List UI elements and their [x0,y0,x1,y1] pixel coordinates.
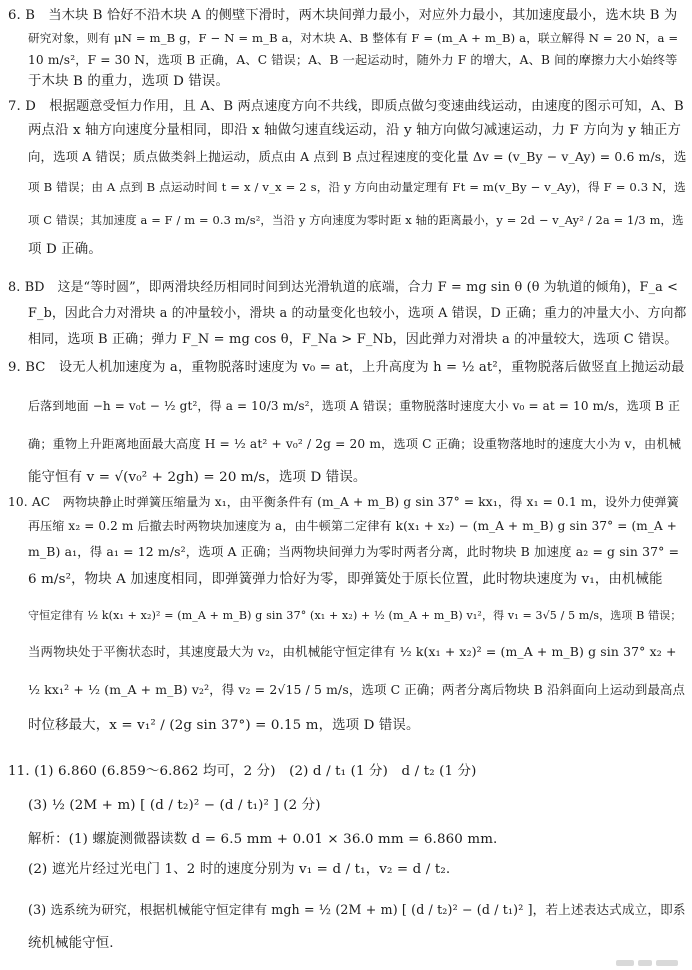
text-line: 后落到地面 −h = v₀t − ½ gt²，得 a = 10/3 m/s²，选项 A 错误；重物脱落时速度大小 v₀ = at = 10 m/s，选项 B 正 [28,399,681,413]
text-line: 研究对象，则有 μN = m_B g，F − N = m_B a，对木块 A、B 整体有 F = (m_A + m_B) a，联立解得 N = 20 N，a = [28,31,679,45]
text-line: ½ kx₁² + ½ (m_A + m_B) v₂²，得 v₂ = 2√15 / 5 m/s，选项 C 正确；两者分离后物块 B 沿斜面向上运动到最高点 [28,682,686,697]
text-line: (3) ½ (2M + m) [ (d / t₂)² − (d / t₁)² ] (2 分) [28,798,321,813]
text-line: (3) 选系统为研究，根据机械能守恒定律有 mgh = ½ (2M + m) [ (d / t₂)² − (d / t₁)² ]，若上述表达式成立，即系 [28,902,686,917]
text-line: 10 m/s²，F = 30 N，选项 B 正确，A、C 错误；A、B 一起运动时，随外力 F 的增大，A、B 间的摩擦力大小始终等 [28,53,678,67]
text-line: 项 D 正确。 [28,242,102,257]
text-line: 向，选项 A 错误；质点做类斜上抛运动，质点由 A 点到 B 点过程速度的变化量 Δv = (v_By − v_Ay) = 0.6 m/s，选 [28,149,687,164]
text-line: 6 m/s²，物块 A 加速度相同，即弹簧弹力恰好为零，即弹簧处于原长位置，此时物块速度为 v₁，由机械能 [28,572,663,587]
text-line: 两点沿 x 轴方向速度分量相同，即沿 x 轴做匀速直线运动，沿 y 轴方向做匀减速运动，力 F 方向为 y 轴正方 [28,123,682,138]
text-line: 守恒定律有 ½ k(x₁ + x₂)² = (m_A + m_B) g sin 37° (x₁ + x₂) + ½ (m_A + m_B) v₁²，得 v₁ = 3√5 / 5 m/s，选项 B 错误； [28,609,682,622]
text-line: 于木块 B 的重力，选项 D 错误。 [28,74,229,89]
text-line: 7. D 根据题意受恒力作用，且 A、B 两点速度方向不共线，即质点做匀变速曲线运动，由速度的图示可知，A、B [8,99,684,114]
text-line: 10. AC 两物块静止时弹簧压缩量为 x₁，由平衡条件有 (m_A + m_B) g sin 37° = kx₁，得 x₁ = 0.1 m，设外力使弹簧 [8,495,679,509]
text-line: 项 C 错误；其加速度 a = F / m = 0.3 m/s²，当沿 y 方向速度为零时距 x 轴的距离最小，y = 2d − v_Ay² / 2a = 1/3 m，选 [28,213,684,227]
text-line: 项 B 错误；由 A 点到 B 点运动时间 t = x / v_x = 2 s，沿 y 方向由动量定理有 Ft = m(v_By − v_Ay)，得 F = 0.3 N，选 [28,180,686,194]
text-line: 11. (1) 6.860 (6.859～6.862 均可，2 分) (2) d / t₁ (1 分) d / t₂ (1 分) [8,764,477,779]
text-line: 8. BD 这是“等时圆”，即两滑块经历相同时间到达光滑轨道的底端，合力 F = mg sin θ (θ 为轨道的倾角)，F_a < [8,280,679,295]
text-line: 统机械能守恒. [28,936,114,951]
text-line: (2) 遮光片经过光电门 1、2 时的速度分别为 v₁ = d / t₁，v₂ = d / t₂. [28,862,451,877]
text-line: 能守恒有 v = √(v₀² + 2gh) = 20 m/s，选项 D 错误。 [28,470,367,485]
text-line: 当两物块处于平衡状态时，其速度最大为 v₂，由机械能守恒定律有 ½ k(x₁ + x₂)² = (m_A + m_B) g sin 37° x₂ + [28,644,677,659]
text-line: F_b，因此合力对滑块 a 的冲量较小，滑块 a 的动量变化也较小，选项 A 错误，D 正确；重力的冲量大小、方向都 [28,306,687,321]
text-line: 解析：(1) 螺旋测微器读数 d = 6.5 mm + 0.01 × 36.0 mm = 6.860 mm. [28,832,498,847]
text-line: 9. BC 设无人机加速度为 a，重物脱落时速度为 v₀ = at，上升高度为 h = ½ at²，重物脱落后做竖直上抛运动最 [8,360,685,375]
text-line: 6. B 当木块 B 恰好不沿木块 A 的侧壁下滑时，两木块间弹力最小，对应外力最小，其加速度最小，选木块 B 为 [8,8,678,23]
text-line: 再压缩 x₂ = 0.2 m 后撤去时两物块加速度为 a，由牛顿第二定律有 k(x₁ + x₂) − (m_A + m_B) g sin 37° = (m_A + [28,519,677,533]
text-line: 确；重物上升距离地面最大高度 H = ½ at² + v₀² / 2g = 20 m，选项 C 正确；设重物落地时的速度大小为 v，由机械 [28,437,682,451]
text-line: 时位移最大，x = v₁² / (2g sin 37°) = 0.15 m，选项 D 错误。 [28,718,420,733]
text-line: m_B) a₁，得 a₁ = 12 m/s²，选项 A 正确；当两物块间弹力为零时两者分离，此时物块 B 加速度 a₂ = g sin 37° = [28,544,680,559]
watermark-mark [616,951,686,963]
text-line: 相同，选项 B 正确；弹力 F_N = mg cos θ，F_Na > F_Nb，因此弹力对滑块 a 的冲量较大，选项 C 错误。 [28,332,678,347]
